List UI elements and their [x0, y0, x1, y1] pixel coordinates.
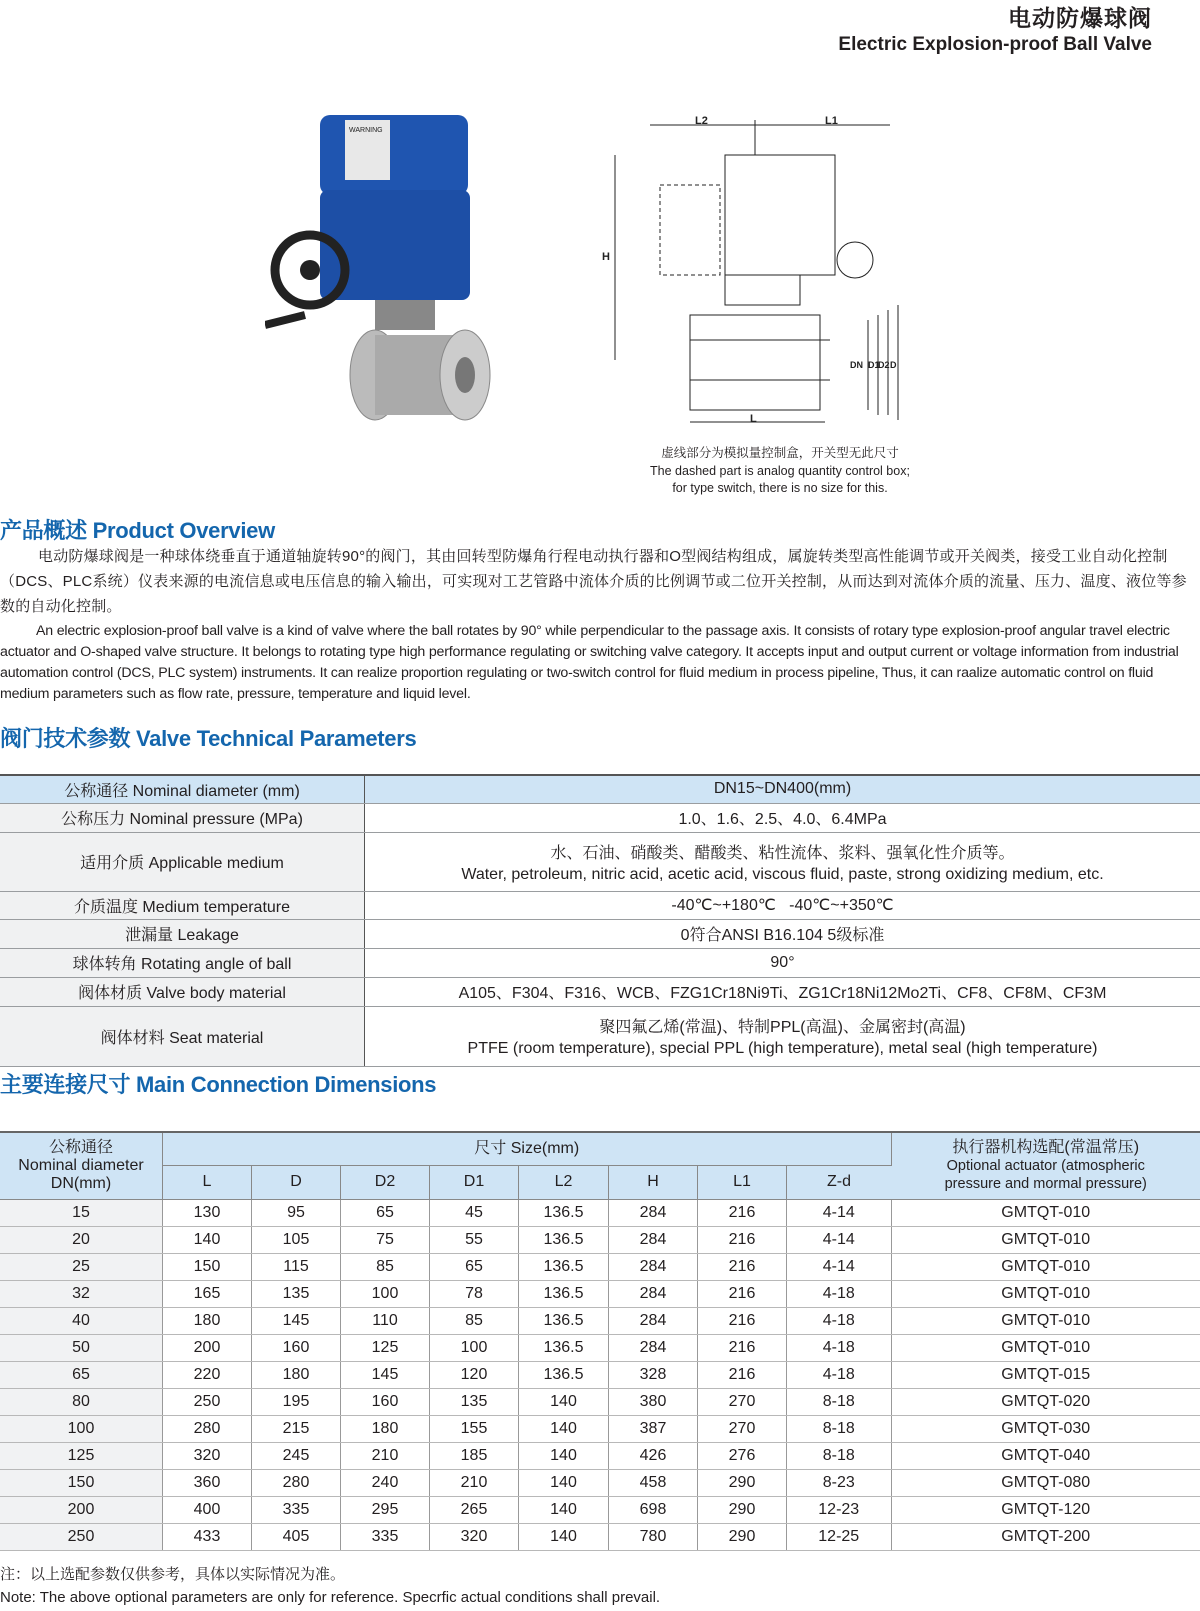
- table-cell: 85: [341, 1253, 430, 1280]
- table-cell: 4-18: [787, 1307, 892, 1334]
- table-cell: 276: [698, 1442, 787, 1469]
- table-cell: 270: [698, 1388, 787, 1415]
- warning-label: WARNING: [349, 127, 383, 134]
- param-label: 介质温度 Medium temperature: [0, 891, 365, 919]
- table-row: [0, 1361, 1200, 1388]
- table-cell: 15: [0, 1199, 163, 1226]
- table-cell: 78: [430, 1280, 519, 1307]
- table-cell: 216: [698, 1199, 787, 1226]
- param-row: [0, 832, 1200, 891]
- table-cell: 380: [609, 1388, 698, 1415]
- table-cell: 400: [163, 1496, 252, 1523]
- table-cell: 95: [252, 1199, 341, 1226]
- param-value: [365, 832, 1200, 891]
- param-row: [0, 1006, 1200, 1066]
- table-cell: GMTQT-200: [891, 1523, 1200, 1550]
- table-cell: 250: [0, 1523, 163, 1550]
- table-cell: 216: [698, 1280, 787, 1307]
- table-cell: 12-25: [787, 1523, 892, 1550]
- table-cell: 140: [519, 1523, 609, 1550]
- table-cell: GMTQT-040: [891, 1442, 1200, 1469]
- param-label: 公称压力 Nominal pressure (MPa): [0, 803, 365, 832]
- table-cell: 4-18: [787, 1280, 892, 1307]
- table-cell: 150: [163, 1253, 252, 1280]
- table-cell: 55: [430, 1226, 519, 1253]
- table-cell: GMTQT-030: [891, 1415, 1200, 1442]
- table-cell: 140: [519, 1442, 609, 1469]
- drawing-caption-cn: 虚线部分为模拟量控制盒，开关型无此尺寸: [661, 446, 899, 460]
- table-cell: 125: [0, 1442, 163, 1469]
- param-row: [0, 803, 1200, 832]
- label-d2: D2: [878, 360, 890, 370]
- table-cell: 140: [519, 1388, 609, 1415]
- table-cell: 136.5: [519, 1307, 609, 1334]
- table-cell: 284: [609, 1199, 698, 1226]
- header-l1: L1: [698, 1165, 787, 1199]
- label-l2: L2: [695, 115, 708, 127]
- table-cell: 4-14: [787, 1253, 892, 1280]
- table-row: [0, 1415, 1200, 1442]
- table-cell: 780: [609, 1523, 698, 1550]
- header-dn: [0, 1132, 163, 1199]
- table-cell: 8-23: [787, 1469, 892, 1496]
- table-cell: 125: [341, 1334, 430, 1361]
- param-value: 90°: [365, 948, 1200, 977]
- table-cell: GMTQT-120: [891, 1496, 1200, 1523]
- table-cell: 290: [698, 1523, 787, 1550]
- note-en: Note: The above optional parameters are only for reference. Specrfic actual conditions shall prevail.: [0, 1589, 661, 1606]
- table-cell: 216: [698, 1361, 787, 1388]
- table-cell: 136.5: [519, 1253, 609, 1280]
- table-cell: 65: [0, 1361, 163, 1388]
- table-cell: 140: [519, 1496, 609, 1523]
- table-cell: 100: [0, 1415, 163, 1442]
- table-cell: 120: [430, 1361, 519, 1388]
- drawing-caption-en-2: for type switch, there is no size for this.: [672, 481, 888, 495]
- table-row: [0, 1469, 1200, 1496]
- table-cell: 426: [609, 1442, 698, 1469]
- table-cell: 180: [163, 1307, 252, 1334]
- param-value-cn: 水、石油、硝酸类、醋酸类、粘性流体、浆料、强氧化性介质等。: [550, 844, 1015, 862]
- table-cell: 40: [0, 1307, 163, 1334]
- table-cell: 135: [252, 1280, 341, 1307]
- table-row: [0, 1280, 1200, 1307]
- table-cell: 136.5: [519, 1226, 609, 1253]
- header-d1: D1: [430, 1165, 519, 1199]
- params-heading: 阀门技术参数 Valve Technical Parameters: [0, 726, 417, 751]
- params-table: [0, 774, 1200, 1067]
- param-value-en: Water, petroleum, nitric acid, acetic acid, viscous fluid, paste, strong oxidizing medium, etc.: [461, 865, 1104, 883]
- param-value-en: PTFE (room temperature), special PPL (high temperature), metal seal (high temperature): [467, 1040, 1098, 1057]
- table-cell: 145: [341, 1361, 430, 1388]
- table-cell: GMTQT-010: [891, 1280, 1200, 1307]
- param-label: 阀体材料 Seat material: [0, 1006, 365, 1066]
- table-cell: 8-18: [787, 1388, 892, 1415]
- param-value-cn: 聚四氟乙烯(常温)、特制PPL(高温)、金属密封(高温): [599, 1019, 966, 1036]
- table-cell: 8-18: [787, 1442, 892, 1469]
- table-cell: 136.5: [519, 1334, 609, 1361]
- table-row: [0, 1199, 1200, 1226]
- table-cell: 130: [163, 1199, 252, 1226]
- header-h: H: [609, 1165, 698, 1199]
- table-cell: 150: [0, 1469, 163, 1496]
- table-cell: 136.5: [519, 1280, 609, 1307]
- table-cell: 100: [341, 1280, 430, 1307]
- param-label: 公称通径 Nominal diameter (mm): [0, 775, 365, 803]
- header-actuator-en-1: Optional actuator (atmospheric: [946, 1157, 1145, 1174]
- dimensions-table: [0, 1131, 1200, 1551]
- table-cell: 698: [609, 1496, 698, 1523]
- param-label: 适用介质 Applicable medium: [0, 832, 365, 891]
- header-size: 尺寸 Size(mm): [163, 1132, 892, 1165]
- table-cell: 4-14: [787, 1199, 892, 1226]
- table-cell: 250: [163, 1388, 252, 1415]
- param-row: [0, 977, 1200, 1006]
- table-cell: 290: [698, 1469, 787, 1496]
- table-cell: 8-18: [787, 1415, 892, 1442]
- table-row: [0, 1226, 1200, 1253]
- table-cell: GMTQT-010: [891, 1199, 1200, 1226]
- table-cell: 210: [430, 1469, 519, 1496]
- label-l1: L1: [825, 115, 838, 127]
- header-dn-cn: 公称通径: [48, 1138, 113, 1156]
- valve-photo: [265, 110, 505, 435]
- table-cell: 140: [519, 1469, 609, 1496]
- header-actuator: [891, 1132, 1200, 1199]
- table-cell: 145: [252, 1307, 341, 1334]
- page-title-cn: 电动防爆球阀: [1008, 5, 1152, 31]
- label-l: L: [750, 413, 757, 425]
- table-cell: 433: [163, 1523, 252, 1550]
- param-row: [0, 891, 1200, 919]
- table-cell: 115: [252, 1253, 341, 1280]
- table-cell: 245: [252, 1442, 341, 1469]
- table-cell: 45: [430, 1199, 519, 1226]
- table-cell: 160: [341, 1388, 430, 1415]
- table-cell: GMTQT-010: [891, 1226, 1200, 1253]
- table-cell: 65: [341, 1199, 430, 1226]
- table-cell: GMTQT-010: [891, 1334, 1200, 1361]
- table-cell: 105: [252, 1226, 341, 1253]
- header-d2: D2: [341, 1165, 430, 1199]
- table-cell: 12-23: [787, 1496, 892, 1523]
- drawing-caption-en-1: The dashed part is analog quantity control box;: [650, 464, 910, 478]
- table-cell: 110: [341, 1307, 430, 1334]
- param-value: 1.0、1.6、2.5、4.0、6.4MPa: [365, 803, 1200, 832]
- table-cell: 215: [252, 1415, 341, 1442]
- table-row: [0, 1253, 1200, 1280]
- table-cell: 360: [163, 1469, 252, 1496]
- table-cell: 185: [430, 1442, 519, 1469]
- table-cell: 140: [163, 1226, 252, 1253]
- header-actuator-cn: 执行器机构选配(常温常压): [952, 1138, 1140, 1156]
- table-cell: 195: [252, 1388, 341, 1415]
- param-row: [0, 948, 1200, 977]
- table-cell: 295: [341, 1496, 430, 1523]
- table-cell: 320: [163, 1442, 252, 1469]
- table-row: [0, 1388, 1200, 1415]
- table-cell: 100: [430, 1334, 519, 1361]
- table-cell: 32: [0, 1280, 163, 1307]
- table-cell: 284: [609, 1226, 698, 1253]
- table-cell: 284: [609, 1334, 698, 1361]
- table-cell: 284: [609, 1280, 698, 1307]
- dimensions-heading: 主要连接尺寸 Main Connection Dimensions: [0, 1072, 437, 1097]
- label-dn: DN: [850, 360, 863, 370]
- table-cell: 284: [609, 1307, 698, 1334]
- table-cell: 4-14: [787, 1226, 892, 1253]
- table-cell: 210: [341, 1442, 430, 1469]
- table-cell: 200: [163, 1334, 252, 1361]
- param-label: 球体转角 Rotating angle of ball: [0, 948, 365, 977]
- label-d1: D1: [868, 360, 880, 370]
- table-cell: 387: [609, 1415, 698, 1442]
- dimension-drawing: [600, 110, 920, 435]
- param-value: A105、F304、F316、WCB、FZG1Cr18Ni9Ti、ZG1Cr18Ni12Mo2Ti、CF8、CF8M、CF3M: [365, 977, 1200, 1006]
- header-zd: Z-d: [787, 1165, 892, 1199]
- param-label: 阀体材质 Valve body material: [0, 977, 365, 1006]
- table-cell: 200: [0, 1496, 163, 1523]
- header-l: L: [163, 1165, 252, 1199]
- table-cell: 50: [0, 1334, 163, 1361]
- table-cell: 135: [430, 1388, 519, 1415]
- table-cell: 4-18: [787, 1334, 892, 1361]
- table-cell: 458: [609, 1469, 698, 1496]
- table-cell: 80: [0, 1388, 163, 1415]
- header-d: D: [252, 1165, 341, 1199]
- table-cell: GMTQT-010: [891, 1307, 1200, 1334]
- table-cell: 216: [698, 1253, 787, 1280]
- table-row: [0, 1523, 1200, 1550]
- table-cell: 180: [252, 1361, 341, 1388]
- table-cell: 216: [698, 1334, 787, 1361]
- param-value: 0符合ANSI B16.104 5级标准: [365, 919, 1200, 948]
- table-cell: 284: [609, 1253, 698, 1280]
- table-cell: GMTQT-080: [891, 1469, 1200, 1496]
- param-value: DN15~DN400(mm): [365, 775, 1200, 803]
- table-row: [0, 1307, 1200, 1334]
- table-cell: 25: [0, 1253, 163, 1280]
- param-row: [0, 775, 1200, 803]
- table-cell: 328: [609, 1361, 698, 1388]
- param-row: [0, 919, 1200, 948]
- table-cell: 20: [0, 1226, 163, 1253]
- header-dn-en: Nominal diameter: [18, 1156, 144, 1174]
- table-cell: 180: [341, 1415, 430, 1442]
- param-value: -40℃~+180℃ -40℃~+350℃: [365, 891, 1200, 919]
- table-cell: 335: [252, 1496, 341, 1523]
- table-cell: 240: [341, 1469, 430, 1496]
- table-cell: 140: [519, 1415, 609, 1442]
- table-cell: 216: [698, 1226, 787, 1253]
- table-cell: GMTQT-010: [891, 1253, 1200, 1280]
- table-cell: 280: [252, 1469, 341, 1496]
- table-cell: 335: [341, 1523, 430, 1550]
- table-cell: 160: [252, 1334, 341, 1361]
- table-cell: GMTQT-020: [891, 1388, 1200, 1415]
- table-cell: 4-18: [787, 1361, 892, 1388]
- table-cell: 136.5: [519, 1199, 609, 1226]
- table-cell: 320: [430, 1523, 519, 1550]
- label-d: D: [890, 360, 897, 370]
- param-value: [365, 1006, 1200, 1066]
- label-h: H: [602, 251, 610, 263]
- param-label: 泄漏量 Leakage: [0, 919, 365, 948]
- table-cell: 136.5: [519, 1361, 609, 1388]
- header-l2: L2: [519, 1165, 609, 1199]
- table-cell: 85: [430, 1307, 519, 1334]
- table-row: [0, 1496, 1200, 1523]
- table-cell: 75: [341, 1226, 430, 1253]
- table-cell: GMTQT-015: [891, 1361, 1200, 1388]
- overview-heading: 产品概述 Product Overview: [0, 518, 275, 543]
- table-cell: 290: [698, 1496, 787, 1523]
- overview-text-en: An electric explosion-proof ball valve is a kind of valve where the ball rotates by 90° while perpendicular to the passage axis. It consists of rotary type explosion-proof angular travel electric actuator and O-shaped valve structure. It belongs to rotating type high performance regulating or switching valve category. It accepts input and output current or voltage information from industrial automation control (DCS, PLC system) instruments. It can realize proportion regulating or two-switch control for fluid medium in process pipeline, Thus, it can raalize automatic control on fluid medium parameters such as flow rate, pressure, temperature and liquid level.: [0, 623, 1179, 702]
- table-cell: 405: [252, 1523, 341, 1550]
- table-cell: 270: [698, 1415, 787, 1442]
- table-cell: 155: [430, 1415, 519, 1442]
- table-row: [0, 1442, 1200, 1469]
- note-cn: 注：以上选配参数仅供参考，具体以实际情况为准。: [0, 1566, 346, 1583]
- table-cell: 220: [163, 1361, 252, 1388]
- table-row: [0, 1334, 1200, 1361]
- table-cell: 216: [698, 1307, 787, 1334]
- page-title-en: Electric Explosion-proof Ball Valve: [838, 34, 1152, 55]
- table-cell: 65: [430, 1253, 519, 1280]
- header-dn-unit: DN(mm): [50, 1174, 112, 1192]
- header-actuator-en-2: pressure and mormal pressure): [944, 1175, 1147, 1192]
- table-cell: 265: [430, 1496, 519, 1523]
- table-cell: 165: [163, 1280, 252, 1307]
- table-cell: 280: [163, 1415, 252, 1442]
- overview-text-cn: 电动防爆球阀是一种球体绕垂直于通道轴旋转90°的阀门，其由回转型防爆角行程电动执行器和O型阀结构组成，属旋转类型高性能调节或开关阀类，接受工业自动化控制（DCS、PLC系统）仪表来源的电流信息或电压信息的输入输出，可实现对工艺管路中流体介质的比例调节或二位开关控制，从而达到对流体介质的流量、压力、温度、液位等参数的自动化控制。: [0, 548, 1187, 615]
